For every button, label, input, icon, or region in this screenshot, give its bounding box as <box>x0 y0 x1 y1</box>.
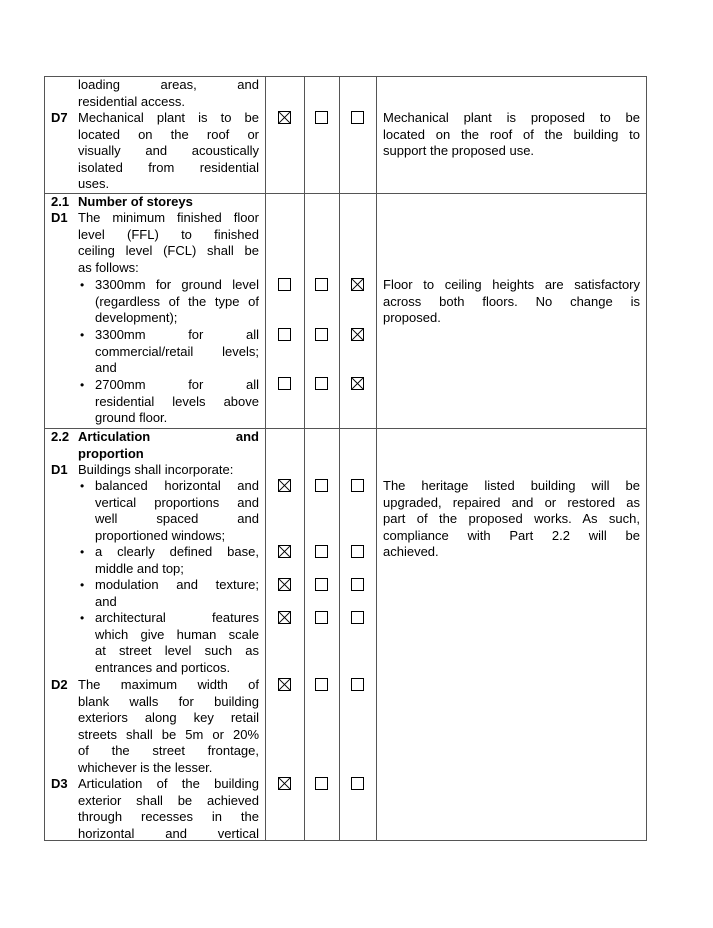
checkbox-s22-d2-col3[interactable] <box>351 678 364 691</box>
column-divider <box>304 76 305 841</box>
control-code: D1 <box>51 210 68 225</box>
checkbox-s21-b1-col1[interactable] <box>278 278 291 291</box>
checkbox-s22-d3-col2[interactable] <box>315 777 328 790</box>
bullet-marker: • <box>80 578 85 592</box>
bullet-text: modulation and texture; and <box>95 577 259 609</box>
checkbox-s22-b2-col3[interactable] <box>351 545 364 558</box>
bullet-marker: • <box>80 611 85 625</box>
control-code: D7 <box>51 110 68 125</box>
checkbox-s22-b4-col2[interactable] <box>315 611 328 624</box>
checkbox-s22-d3-col3[interactable] <box>351 777 364 790</box>
control-code: D1 <box>51 462 68 477</box>
control-code: D3 <box>51 776 68 791</box>
control-text: Articulation of the building exterior shall be achieved through recesses in the horizontal and vertical <box>78 776 259 841</box>
checkbox-s21-b2-col1[interactable] <box>278 328 291 341</box>
control-text: The minimum finished floor level (FFL) to finished ceiling level (FCL) shall be as follows: <box>78 210 259 275</box>
bullet-text: balanced horizontal and vertical proportions and well spaced and proportioned windows; <box>95 478 259 543</box>
comment-text: Mechanical plant is proposed to be located on the roof of the building to support the proposed use. <box>383 110 640 159</box>
checkbox-s21-b3-col3[interactable] <box>351 377 364 390</box>
checkbox-s22-b3-col3[interactable] <box>351 578 364 591</box>
bullet-marker: • <box>80 278 85 292</box>
checkbox-d7-col3[interactable] <box>351 111 364 124</box>
section-number: 2.1 <box>51 194 70 209</box>
checkbox-s22-d2-col1[interactable] <box>278 678 291 691</box>
checkbox-s22-b1-col2[interactable] <box>315 479 328 492</box>
checkbox-s21-b1-col2[interactable] <box>315 278 328 291</box>
checkbox-s22-b4-col1[interactable] <box>278 611 291 624</box>
checkbox-d7-col1[interactable] <box>278 111 291 124</box>
checkbox-s22-b3-col1[interactable] <box>278 578 291 591</box>
checkbox-s21-b3-col1[interactable] <box>278 377 291 390</box>
control-text: Buildings shall incorporate: <box>78 462 234 477</box>
table-left-border <box>44 76 45 841</box>
checkbox-s21-b3-col2[interactable] <box>315 377 328 390</box>
checkbox-s22-b2-col2[interactable] <box>315 545 328 558</box>
bullet-marker: • <box>80 479 85 493</box>
checkbox-s21-b1-col3[interactable] <box>351 278 364 291</box>
checkbox-s22-b2-col1[interactable] <box>278 545 291 558</box>
comment-text: The heritage listed building will be upgraded, repaired and or restored as part of the proposed works. As such, compliance with Part 2.2 will be achieved. <box>383 478 640 560</box>
bullet-marker: • <box>80 378 85 392</box>
control-text: Mechanical plant is to be located on the roof or visually and acoustically isolated from residential uses. <box>78 110 259 192</box>
checkbox-s22-b3-col2[interactable] <box>315 578 328 591</box>
section-number: 2.2 <box>51 429 70 444</box>
control-text: The maximum width of blank walls for building exteriors along key retail streets shall be 5m or 20% of the street frontage, whichever is the lesser. <box>78 677 259 775</box>
section-title: Articulation and proportion <box>78 429 259 461</box>
bullet-marker: • <box>80 545 85 559</box>
table-right-border <box>646 76 647 841</box>
bullet-text: a clearly defined base, middle and top; <box>95 544 259 576</box>
checkbox-s22-b1-col1[interactable] <box>278 479 291 492</box>
checkbox-s22-b4-col3[interactable] <box>351 611 364 624</box>
checkbox-s21-b2-col3[interactable] <box>351 328 364 341</box>
checkbox-s22-d2-col2[interactable] <box>315 678 328 691</box>
checkbox-s22-b1-col3[interactable] <box>351 479 364 492</box>
checkbox-s22-d3-col1[interactable] <box>278 777 291 790</box>
bullet-marker: • <box>80 328 85 342</box>
section-title: Number of storeys <box>78 194 193 209</box>
bullet-text: 2700mm for all residential levels above ground floor. <box>95 377 259 426</box>
control-code: D2 <box>51 677 68 692</box>
column-divider <box>376 76 377 841</box>
comment-text: Floor to ceiling heights are satisfactory across both floors. No change is proposed. <box>383 277 640 326</box>
column-divider <box>339 76 340 841</box>
bullet-text: 3300mm for ground level (regardless of the type of development); <box>95 277 259 326</box>
checkbox-s21-b2-col2[interactable] <box>315 328 328 341</box>
control-text: loading areas, and residential access. <box>78 77 259 109</box>
bullet-text: 3300mm for all commercial/retail levels; and <box>95 327 259 376</box>
checkbox-d7-col2[interactable] <box>315 111 328 124</box>
bullet-text: architectural features which give human scale at street level such as entrances and porticos. <box>95 610 259 675</box>
column-divider <box>265 76 266 841</box>
